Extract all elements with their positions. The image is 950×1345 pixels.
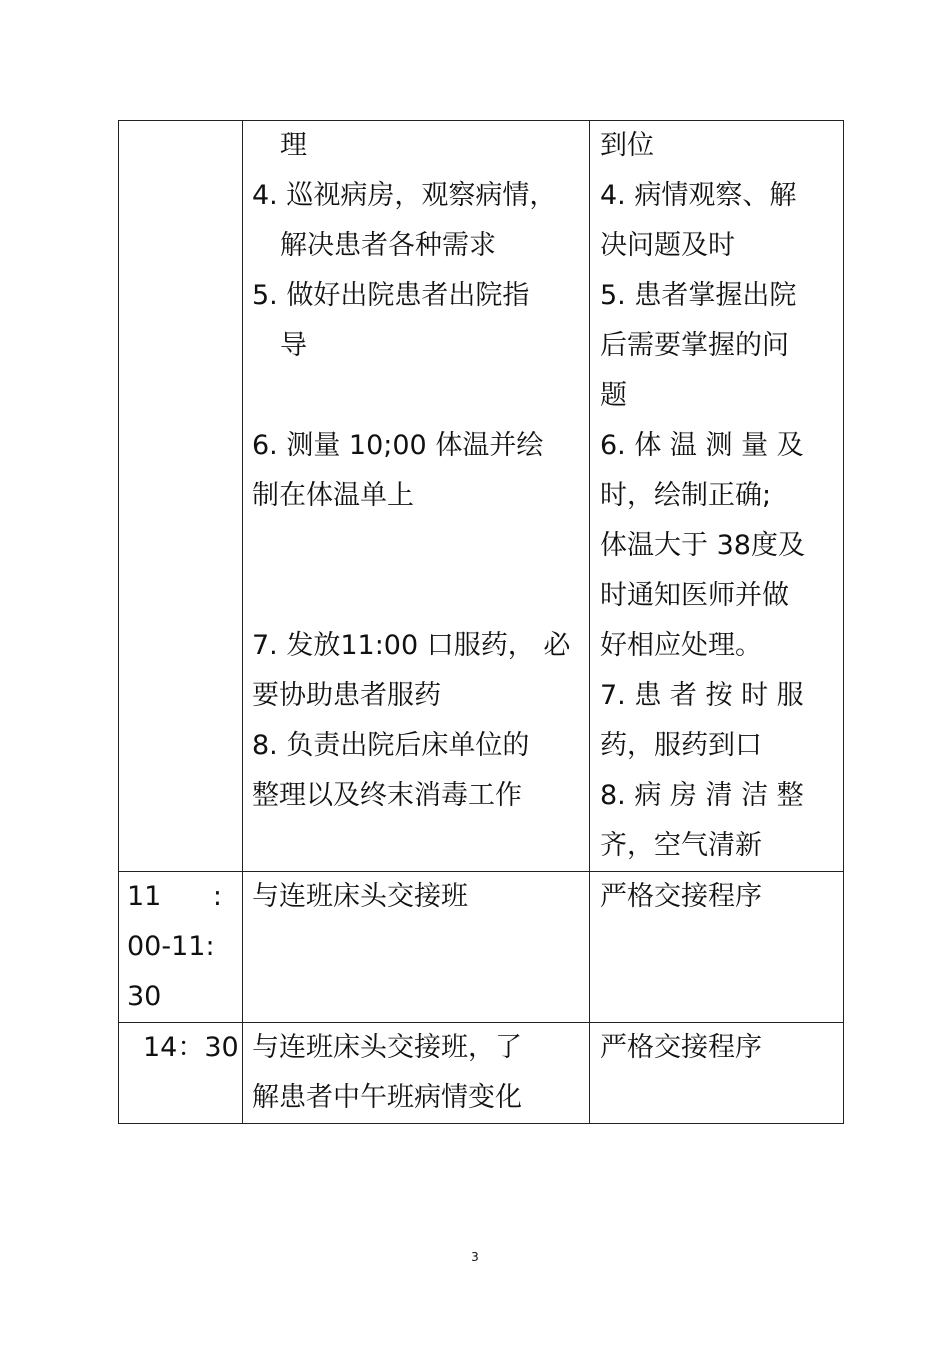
task-line: 解决患者各种需求 [280,230,496,261]
table-row [119,121,844,872]
page-number: 3 [471,1250,479,1264]
task-line: 与连班床头交接班 [252,881,468,912]
time-cell [119,872,243,1023]
standard-cell [590,1023,844,1124]
standard-line: 8. 病 房 清 洁 整 [600,780,804,811]
task-line: 7. 发放11:00 口服药， 必 [252,630,571,661]
standard-line: 体温大于 38度及 [600,530,805,561]
standard-cell [590,121,844,872]
standard-line: 好相应处理。 [600,630,762,661]
standard-line: 到位 [600,130,654,161]
standard-line: 药，服药到口 [600,730,762,761]
standard-line: 后需要掌握的问 [600,330,789,361]
task-line: 解患者中午班病情变化 [252,1082,522,1113]
task-line: 制在体温单上 [252,480,414,511]
task-line: 导 [280,330,307,361]
time-cell [119,121,243,872]
blank-line [252,371,583,421]
table-row [119,1023,844,1124]
task-line: 要协助患者服药 [252,680,441,711]
task-cell [243,872,590,1023]
standard-line: 时，绘制正确; [600,480,772,511]
task-line: 理 [280,130,307,161]
task-cell [243,121,590,872]
time-line: 11 : [127,881,222,912]
standard-line: 5. 患者掌握出院 [600,280,797,311]
standard-line: 严格交接程序 [600,881,762,912]
standard-line: 7. 患 者 按 时 服 [600,680,804,711]
standard-line: 6. 体 温 测 量 及 [600,430,804,461]
table-row [119,872,844,1023]
standard-line: 时通知医师并做 [600,580,789,611]
standard-line: 严格交接程序 [600,1032,762,1063]
standard-cell [590,872,844,1023]
time-line: 00-11: [127,931,215,962]
task-cell [243,1023,590,1124]
time-line: 14：30 [143,1032,239,1063]
schedule-table [118,120,844,1124]
standard-line: 4. 病情观察、解 [600,180,797,211]
time-cell [119,1023,243,1124]
task-line: 整理以及终末消毒工作 [252,780,522,811]
standard-line: 题 [600,380,627,411]
blank-line [252,571,583,621]
task-line: 6. 测量 10;00 体温并绘 [252,430,544,461]
task-line: 5. 做好出院患者出院指 [252,280,530,311]
blank-line [252,521,583,571]
task-line: 8. 负责出院后床单位的 [252,730,530,761]
task-line: 与连班床头交接班，了 [252,1032,522,1063]
task-line: 4. 巡视病房，观察病情， [252,180,557,211]
time-line: 30 [127,981,162,1012]
standard-line: 决问题及时 [600,230,735,261]
standard-line: 齐，空气清新 [600,830,762,861]
